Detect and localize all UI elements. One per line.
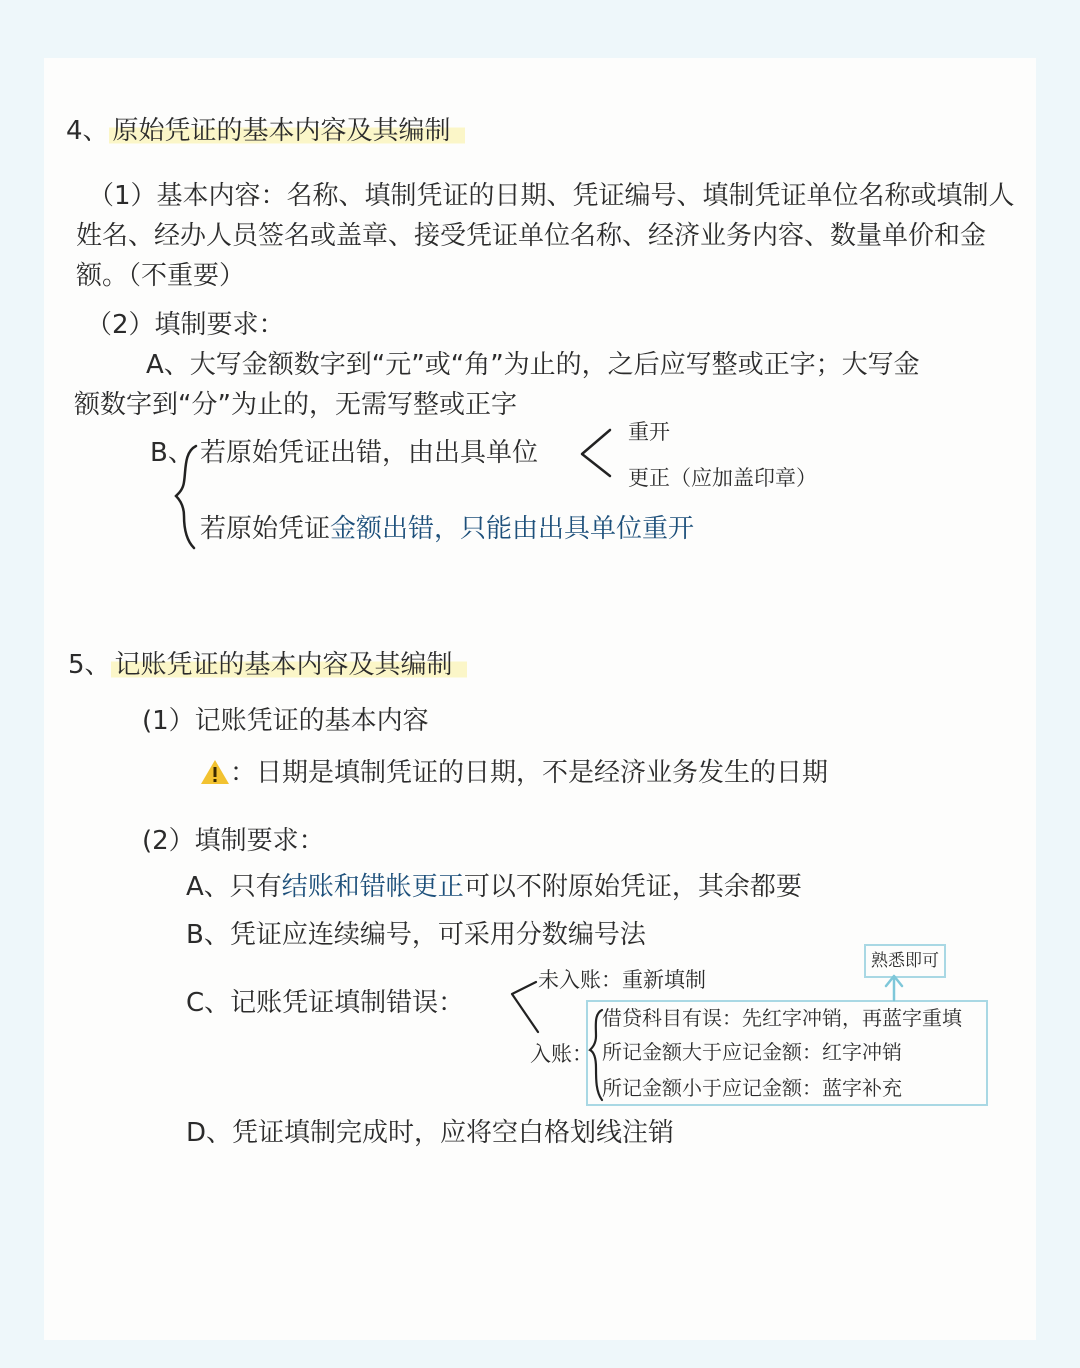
- section4-reqB-1: 若原始凭证出错，由出具单位: [200, 438, 539, 468]
- familiar-tag: 熟悉即可: [864, 944, 946, 978]
- section4-reqB-2a: 若原始凭证: [200, 514, 331, 544]
- warning-icon: [200, 758, 230, 786]
- section4-reqB-prefix: B、: [150, 438, 194, 468]
- section4-reqB-2b: 金额出错，: [330, 514, 461, 544]
- section5-reqA-b: 结账和错帐更正: [281, 872, 464, 902]
- section4-heading: [66, 114, 465, 148]
- section4-title: 原始凭证的基本内容及其编制: [109, 116, 465, 146]
- section5-reqA-c: 可以不附原始凭证，其余都要: [463, 872, 802, 902]
- section5-reqA: [186, 870, 802, 904]
- section5-reqD: D、凭证填制完成时，应将空白格划线注销: [186, 1118, 675, 1148]
- section4-reqB-2: [200, 512, 694, 546]
- section5-reqB: B、凭证应连续编号，可采用分数编号法: [186, 920, 646, 950]
- section5-reqC-p2: 所记金额大于应记金额：红字冲销: [602, 1040, 902, 1064]
- section5-title: 记账凭证的基本内容及其编制: [111, 650, 467, 680]
- section5-reqC-p3: 所记金额小于应记金额：蓝字补充: [602, 1076, 902, 1100]
- section5-reqC-unposted: 未入账：重新填制: [538, 968, 706, 992]
- section4-reqB-reopen: 重开: [628, 420, 670, 444]
- section4-reqA-line1: A、大写金额数字到“元”或“角”为止的，之后应写整或正字；大写金: [146, 350, 920, 380]
- section4-reqB-correct: 更正（应加盖印章）: [628, 466, 817, 490]
- section4-item1: （1）基本内容：名称、填制凭证的日期、凭证编号、填制凭证单位名称或填制人姓名、经办人员签名或盖章、接受凭证单位名称、经济业务内容、数量单价和金额。（不重要）: [76, 181, 1015, 291]
- section5-reqA-a: A、只有: [186, 872, 282, 902]
- section4-reqA-line2: 额数字到“分”为止的，无需写整或正字: [74, 390, 517, 420]
- section5-heading: [68, 648, 467, 682]
- section5-note: ：日期是填制凭证的日期，不是经济业务发生的日期: [230, 758, 829, 788]
- section4-item2: （2）填制要求：: [86, 310, 285, 340]
- section5-number: 5、: [68, 650, 111, 680]
- section5-reqC: C、记账凭证填制错误：: [186, 988, 465, 1018]
- section4-reqB-2c: 只能由出具单位重开: [460, 514, 695, 544]
- section5-reqC-p1: 借贷科目有误：先红字冲销，再蓝字重填: [602, 1006, 962, 1030]
- section5-item2: (2）填制要求：: [142, 826, 325, 856]
- section5-item1: (1）记账凭证的基本内容: [142, 706, 429, 736]
- section4-number: 4、: [66, 116, 109, 146]
- section5-reqC-posted: 入账：: [530, 1042, 593, 1066]
